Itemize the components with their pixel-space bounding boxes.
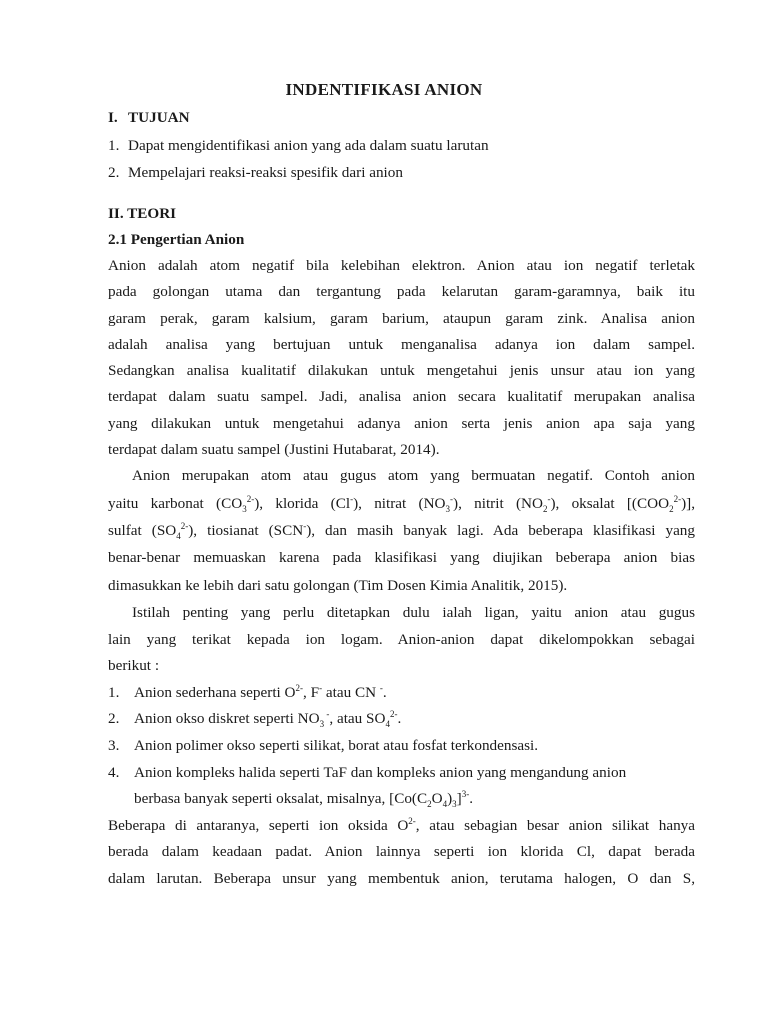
superscript: - — [379, 682, 383, 693]
list-text: Mempelajari reaksi-reaksi spesifik dari anion — [128, 164, 403, 181]
paragraph-line: Sedangkan analisa kualitatif dilakukan untuk mengetahui jenis unsur atau ion yang — [108, 362, 695, 379]
list-text: Anion polimer okso seperti silikat, borat atau fosfat terkondensasi. — [134, 737, 539, 754]
list-number: 1. — [108, 684, 120, 701]
text-run: O — [431, 790, 443, 807]
list-item — [108, 763, 695, 783]
paragraph-line: terdapat dalam suatu sampel (Justini Hutabarat, 2014). — [108, 441, 440, 458]
text-run: ), klorida ( — [254, 495, 336, 512]
text-run: , atau sebagian besar anion silikat hanya — [415, 817, 695, 834]
paragraph-line: berikut : — [108, 657, 160, 674]
subscript: 2 — [427, 799, 432, 810]
subscript: 2 — [542, 504, 548, 515]
formula-sulfate — [156, 520, 189, 542]
list-item — [108, 736, 695, 756]
list-number: 2. — [108, 164, 120, 181]
text-run: Beberapa di antaranya, seperti ion oksida O — [108, 817, 409, 834]
superscript: - — [324, 708, 330, 719]
formula-nitrate — [423, 493, 454, 515]
superscript: - — [303, 520, 307, 531]
list-number: 1. — [108, 137, 120, 154]
paragraph-line: dalam larutan. Beberapa unsur yang membentuk anion, terutama halogen, O dan S, — [108, 870, 695, 887]
text-run: Anion sederhana seperti O — [134, 684, 296, 701]
text-run: ), nitrit ( — [453, 495, 522, 512]
list-item — [108, 683, 695, 703]
paragraph-line: Anion merupakan atom atau gugus atom yang bermuatan negatif. Contoh anion — [132, 467, 695, 484]
list-number: 2. — [108, 710, 120, 727]
formula-text: SCN — [273, 522, 304, 539]
subscript: 4 — [385, 719, 390, 730]
list-item — [108, 136, 695, 156]
list-number: 3. — [108, 737, 120, 754]
formula-oxalate — [637, 493, 682, 515]
superscript: - — [350, 493, 354, 504]
list-item — [108, 709, 695, 729]
superscript: 2- — [673, 493, 682, 504]
text-run: atau CN — [322, 684, 380, 701]
formula-text: CO — [221, 495, 243, 512]
paragraph-line: pada golongan utama dan tergantung pada kelarutan garam-garamnya, baik itu — [108, 283, 695, 300]
subsection-heading: 2.1 Pengertian Anion — [108, 231, 245, 248]
paragraph-line: garam perak, garam kalsium, garam barium, ataupun garam zink. Analisa anion — [108, 310, 695, 327]
superscript: 2- — [295, 682, 304, 693]
text-run: ), oksalat [( — [550, 495, 637, 512]
paragraph-line-formulas — [108, 494, 695, 514]
paragraph-line: terdapat dalam suatu sampel. Jadi, analisa anion secara kualitatif merupakan analisa — [108, 388, 695, 405]
section-title: TUJUAN — [128, 109, 190, 126]
text-run: . — [469, 790, 474, 807]
formula-text: SO — [156, 522, 177, 539]
subscript: 2 — [669, 504, 674, 515]
superscript: - — [319, 682, 323, 693]
subscript: 3 — [452, 799, 457, 810]
paragraph-line: adalah analisa yang bertujuan untuk menganalisa adanya ion dalam sampel. — [108, 336, 695, 353]
formula-carbonate — [221, 493, 255, 515]
formula-text: COO — [637, 495, 670, 512]
text-run: sulfat ( — [108, 522, 157, 539]
superscript: 2- — [389, 708, 398, 719]
formula-text: NO — [521, 495, 543, 512]
formula-text: Cl — [335, 495, 351, 512]
section-number: I. — [108, 109, 118, 126]
formula-nitrite — [521, 493, 551, 515]
paragraph-line: Anion adalah atom negatif bila kelebihan elektron. Anion atau ion negatif terletak — [108, 257, 695, 274]
subscript: 3 — [242, 504, 247, 515]
superscript: - — [547, 493, 551, 504]
list-item-continuation — [134, 789, 695, 809]
superscript: - — [450, 493, 454, 504]
text-run: Anion okso diskret seperti NO — [134, 710, 320, 727]
text-run: ), dan masih banyak lagi. Ada beberapa klasifikasi yang — [306, 522, 695, 539]
paragraph-line: dimasukkan ke lebih dari satu golongan (Tim Dosen Kimia Analitik, 2015). — [108, 577, 568, 594]
text-run: yaitu karbonat ( — [108, 495, 222, 512]
list-number: 4. — [108, 764, 120, 781]
list-text: Anion kompleks halida seperti TaF dan kompleks anion yang mengandung anion — [134, 764, 627, 781]
formula-thiocyanate — [274, 522, 307, 539]
list-text: Dapat mengidentifikasi anion yang ada dalam suatu larutan — [128, 137, 489, 154]
text-run: ), tiosianat ( — [188, 522, 274, 539]
paragraph-line-formulas — [108, 521, 695, 541]
subscript: 4 — [442, 799, 448, 810]
text-run: . — [397, 710, 402, 727]
text-run: )], — [681, 495, 695, 512]
paragraph-line — [108, 816, 695, 836]
paragraph-line: Istilah penting yang perlu ditetapkan dulu ialah ligan, yaitu anion atau gugus — [132, 604, 695, 621]
subscript: 3 — [319, 719, 325, 730]
text-run: berbasa banyak seperti oksalat, misalnya, [Co(C — [134, 790, 428, 807]
paragraph-line: lain yang terikat kepada ion logam. Anion-anion dapat dikelompokkan sebagai — [108, 631, 695, 648]
superscript: 2- — [408, 815, 416, 826]
section-heading-teori: II. TEORI — [108, 205, 177, 222]
text-run: , F — [303, 684, 320, 701]
text-run: ] — [456, 790, 462, 807]
text-run: ), nitrat ( — [353, 495, 424, 512]
list-item — [108, 163, 695, 183]
paragraph-line: yang dilakukan untuk mengetahui adanya anion serta jenis anion apa saja yang — [108, 415, 695, 432]
text-run: ) — [447, 790, 453, 807]
formula-text: NO — [423, 495, 446, 512]
superscript: 3- — [461, 788, 470, 799]
text-run: . — [382, 684, 387, 701]
superscript: 2- — [246, 493, 255, 504]
page-title: INDENTIFIKASI ANION — [285, 80, 483, 99]
paragraph-line: benar-benar memuaskan karena pada klasifikasi yang diujikan beberapa anion bias — [108, 549, 695, 566]
subscript: 3 — [445, 504, 451, 515]
paragraph-line: berada dalam keadaan padat. Anion lainnya seperti ion klorida Cl, dapat berada — [108, 843, 695, 860]
formula-chloride — [336, 495, 353, 512]
text-run: , atau SO — [329, 710, 386, 727]
superscript: 2- — [180, 520, 189, 531]
subscript: 4 — [176, 531, 181, 542]
section-heading-tujuan — [108, 108, 695, 128]
